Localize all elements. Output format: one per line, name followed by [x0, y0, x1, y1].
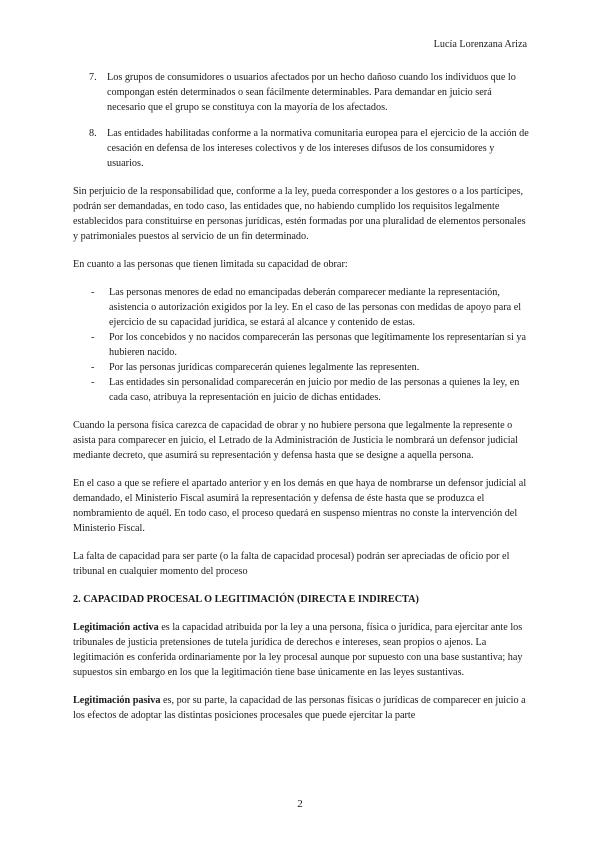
paragraph-en-el-caso: En el caso a que se refiere el apartado anterior y en los demás en que haya de nombrarse un defensor judicial al demandado, el Ministerio Fiscal asumirá la representación y defensa de éste hasta que se produzca el nombramiento de aquél. En todo caso, el proceso quedará en suspenso mientras no conste la intervención del Ministerio Fiscal. [73, 478, 527, 534]
page-number: 2 [297, 798, 303, 810]
list-item [91, 330, 529, 360]
list-dash: - [91, 362, 95, 373]
paragraph-en-cuanto: En cuanto a las personas que tienen limitada su capacidad de obrar: [73, 259, 348, 270]
item-text: Las entidades habilitadas conforme a la normativa comunitaria europea para el ejercicio de la acción de cesación en defensa de los intereses colectivos y de los intereses difusos de los consumidores y usuarios. [107, 128, 529, 169]
paragraph-cuando: Cuando la persona física carezca de capacidad de obrar y no hubiere persona que legalmente la represente o asista para comparecer en juicio, el Letrado de la Administración de Justicia le nombrará un defensor judicial mediante decreto, que asumirá su representación y defensa hasta que se designe a aquella persona. [73, 420, 518, 461]
list-item-text: Las personas menores de edad no emancipadas deberán comparecer mediante la representación, asistencia o autorización exigidos por la ley. En el caso de las personas con medidas de apoyo para el ejercicio de su capacidad jurídica, se estará al alcance y contenido de estas. [109, 287, 522, 328]
list-item-text: Las entidades sin personalidad comparecerán en juicio por medio de las personas a quienes la ley, en cada caso, atribuya la representación en juicio de dichas entidades. [109, 377, 520, 403]
item-number: 8. [89, 128, 97, 139]
list-item [91, 360, 529, 375]
list-dash: - [91, 287, 95, 298]
dash-list [91, 285, 529, 405]
list-item [91, 285, 529, 330]
definition-legitimacion-pasiva: es, por su parte, la capacidad de las personas físicas o jurídicas de comparecer en juicio a los efectos de adoptar las distintas posiciones procesales que puede ejercitar la parte [73, 695, 526, 721]
paragraph-legitimacion-activa [73, 620, 529, 680]
list-item-text: Por los concebidos y no nacidos comparecerán las personas que legítimamente los representarían si ya hubieren nacido. [109, 332, 526, 358]
list-dash: - [91, 332, 95, 343]
item-text: Los grupos de consumidores o usuarios afectados por un hecho dañoso cuando los individuos que lo compongan estén determinados o sean fácilmente determinables. Para demandar en juicio será necesario que el grupo se constituya con la mayoría de los afectados. [107, 72, 516, 113]
term-legitimacion-activa: Legitimación activa [73, 622, 159, 633]
paragraph-legitimacion-pasiva [73, 693, 529, 723]
page-body [73, 70, 529, 723]
section-heading: 2. CAPACIDAD PROCESAL O LEGITIMACIÓN (DIRECTA E INDIRECTA) [73, 594, 419, 605]
numbered-item [89, 70, 529, 115]
paragraph-falta-capacidad: La falta de capacidad para ser parte (o la falta de capacidad procesal) podrán ser apreciadas de oficio por el tribunal en cualquier momento del proceso [73, 551, 510, 577]
definition-legitimacion-activa: es la capacidad atribuida por la ley a una persona, física o jurídica, para ejercitar ante los tribunales de justicia pretensiones de tutela jurídica de derechos e intereses, sean propios o ajenos. La legitimación es conferida ordinariamente por la ley procesal aunque por supuesto con una base sustantiva; hay supuestos sin embargo en los que la legitimación tiene base únicamente en las leyes sustantivas. [73, 622, 523, 678]
numbered-item [89, 126, 529, 171]
list-item [91, 375, 529, 405]
list-dash: - [91, 377, 95, 388]
page-header-author: Lucía Lorenzana Ariza [433, 39, 527, 50]
paragraph-sin-perjuicio: Sin perjuicio de la responsabilidad que, conforme a la ley, pueda corresponder a los gestores o a los partícipes, podrán ser demandadas, en todo caso, las entidades que, no habiendo cumplido los requisitos legalmente establecidos para constituirse en personas jurídicas, estén formadas por una pluralidad de elementos personales y patrimoniales puestos al servicio de un fin determinado. [73, 186, 526, 242]
item-number: 7. [89, 72, 97, 83]
term-legitimacion-pasiva: Legitimación pasiva [73, 695, 161, 706]
list-item-text: Por las personas jurídicas comparecerán quienes legalmente las representen. [109, 362, 420, 373]
